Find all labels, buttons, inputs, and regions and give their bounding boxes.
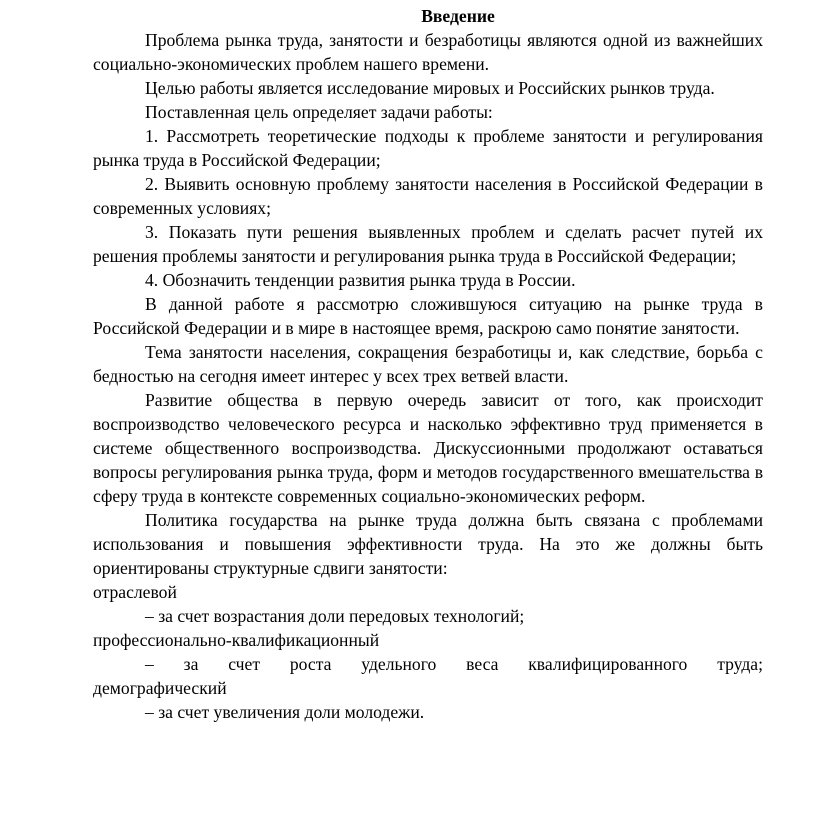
shift-label-demographic: демографический xyxy=(93,678,227,698)
paragraph: Поставленная цель определяет задачи работы: xyxy=(145,102,493,122)
paragraph: Развитие общества в первую очередь зависит от того, как происходит воспроизводство человеческого ресурса и насколько эффективно труд применяется в системе общественного воспроизводства. Дискуссионными продолжают оставаться вопросы регулирования рынка труда, форм и методов государственного вмешательства в сферу труда в контексте современных социально-экономических реформ. xyxy=(93,390,763,506)
paragraph: Политика государства на рынке труда должна быть связана с проблемами использования и повышения эффективности труда. На это же должны быть ориентированы структурные сдвиги занятости: xyxy=(93,510,763,578)
paragraph: Целью работы является исследование мировых и Российских рынков труда. xyxy=(145,78,715,98)
shift-text-sectoral: – за счет возрастания доли передовых технологий; xyxy=(145,606,525,626)
document-page xyxy=(93,4,763,724)
shift-text-professional: – за счет роста удельного веса квалифицированного труда; xyxy=(145,654,763,674)
shift-label-sectoral: отраслевой xyxy=(93,582,177,602)
paragraph: Тема занятости населения, сокращения безработицы и, как следствие, борьба с бедностью на сегодня имеет интерес у всех трех ветвей власти. xyxy=(93,342,763,386)
task-item: 4. Обозначить тенденции развития рынка труда в России. xyxy=(145,270,576,290)
task-item: 3. Показать пути решения выявленных проблем и сделать расчет путей их решения проблемы занятости и регулирования рынка труда в Российской Федерации; xyxy=(93,222,763,266)
task-item: 1. Рассмотреть теоретические подходы к проблеме занятости и регулирования рынка труда в Российской Федерации; xyxy=(93,126,763,170)
document-title: Введение xyxy=(421,6,495,26)
paragraph: Проблема рынка труда, занятости и безработицы являются одной из важнейших социально-экономических проблем нашего времени. xyxy=(93,30,763,74)
shift-text-demographic: – за счет увеличения доли молодежи. xyxy=(145,702,425,722)
shift-label-professional: профессионально-квалификационный xyxy=(93,630,380,650)
task-item: 2. Выявить основную проблему занятости населения в Российской Федерации в современных условиях; xyxy=(93,174,763,218)
paragraph: В данной работе я рассмотрю сложившуюся ситуацию на рынке труда в Российской Федерации и в мире в настоящее время, раскрою само понятие занятости. xyxy=(93,294,763,338)
